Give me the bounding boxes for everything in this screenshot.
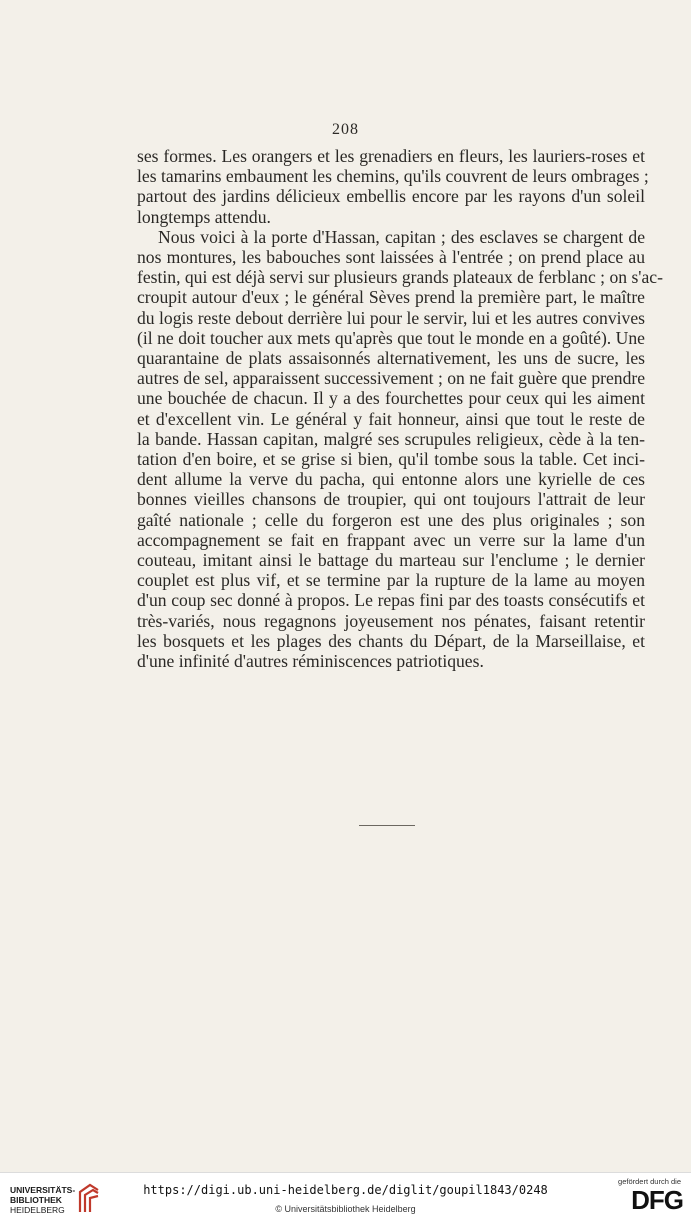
- text-line: (il ne doit toucher aux mets qu'après que tout le monde en a goûté). Une: [137, 327, 645, 348]
- text-line: les bosquets et les plages des chants du Départ, de la Marseillaise, et: [137, 630, 645, 651]
- text-line: Nous voici à la porte d'Hassan, capitan ; des esclaves se chargent de: [158, 226, 645, 247]
- funder-name: DFG: [631, 1185, 683, 1215]
- text-line: tation d'en boire, et se grise si bien, qu'il tombe sous la table. Cet inci-: [137, 449, 645, 470]
- text-line: autres de sel, apparaissent successivement ; on ne fait guère que prendre: [137, 368, 646, 389]
- text-line: accompagnement se fait en frappant avec un verre sur la lame d'un: [137, 529, 645, 550]
- text-line: couteau, imitant ainsi le battage du marteau sur l'enclume ; le dernier: [137, 550, 645, 571]
- text-line: longtemps attendu.: [137, 206, 271, 227]
- text-line: festin, qui est déjà servi sur plusieurs grands plateaux de ferblanc ; on s'ac-: [137, 267, 663, 288]
- text-line: très-variés, nous regagnons joyeusement nos pénates, faisant retentir: [137, 610, 645, 631]
- text-line: partout des jardins délicieux embellis encore par les rayons d'un soleil: [137, 186, 645, 207]
- text-line: du logis reste debout derrière lui pour le servir, lui et les autres convives: [137, 307, 645, 328]
- paragraph-2: [137, 226, 663, 672]
- text-line: d'un coup sec donné à propos. Le repas fini par des toasts consécutifs et: [137, 590, 645, 611]
- library-name-line2: BIBLIOTHEK: [10, 1195, 62, 1205]
- text-line: les tamarins embaument les chemins, qu'ils couvrent de leurs ombrages ;: [137, 166, 649, 187]
- permalink-url[interactable]: https://digi.ub.uni-heidelberg.de/diglit/goupil1843/0248: [143, 1183, 548, 1197]
- text-line: d'une infinité d'autres réminiscences patriotiques.: [137, 651, 484, 672]
- paragraph-1: [137, 146, 649, 227]
- library-name-line3: HEIDELBERG: [10, 1205, 65, 1215]
- copyright-notice: © Universitätsbibliothek Heidelberg: [275, 1204, 416, 1214]
- library-name-line1: UNIVERSITÄTS-: [10, 1185, 76, 1195]
- text-line: gaîté nationale ; celle du forgeron est une des plus originales ; son: [137, 509, 645, 530]
- text-line: croupit autour d'eux ; le général Sèves prend la première part, le maître: [137, 287, 645, 308]
- page-number: 208: [332, 121, 359, 138]
- text-line: nos montures, les babouches sont laissées à l'entrée ; on prend place au: [137, 247, 645, 268]
- text-line: couplet est plus vif, et se termine par la rupture de la lame au moyen: [137, 570, 645, 591]
- body-text: [137, 146, 663, 672]
- text-line: quarantaine de plats assaisonnés alternativement, les uns de sucre, les: [137, 348, 645, 369]
- text-line: une bouchée de chacun. Il y a des fourchettes pour ceux qui les aiment: [137, 388, 645, 409]
- text-line: ses formes. Les orangers et les grenadiers en fleurs, les lauriers-roses et: [137, 146, 645, 166]
- text-line: dent allume la verve du pacha, qui entonne alors une kyrielle de ces: [137, 469, 645, 490]
- text-line: bonnes vieilles chansons de troupier, qui ont toujours l'attrait de leur: [137, 489, 645, 510]
- section-divider: [359, 825, 415, 826]
- funder-logo[interactable]: [603, 1177, 683, 1217]
- viewer-footer: [0, 1172, 691, 1222]
- funder-caption: gefördert durch die: [618, 1177, 681, 1186]
- text-line: la bande. Hassan capitan, malgré ses scrupules religieux, cède à la ten-: [137, 428, 645, 449]
- text-line: et d'excellent vin. Le général y fait honneur, ainsi que tout le reste de: [137, 408, 645, 429]
